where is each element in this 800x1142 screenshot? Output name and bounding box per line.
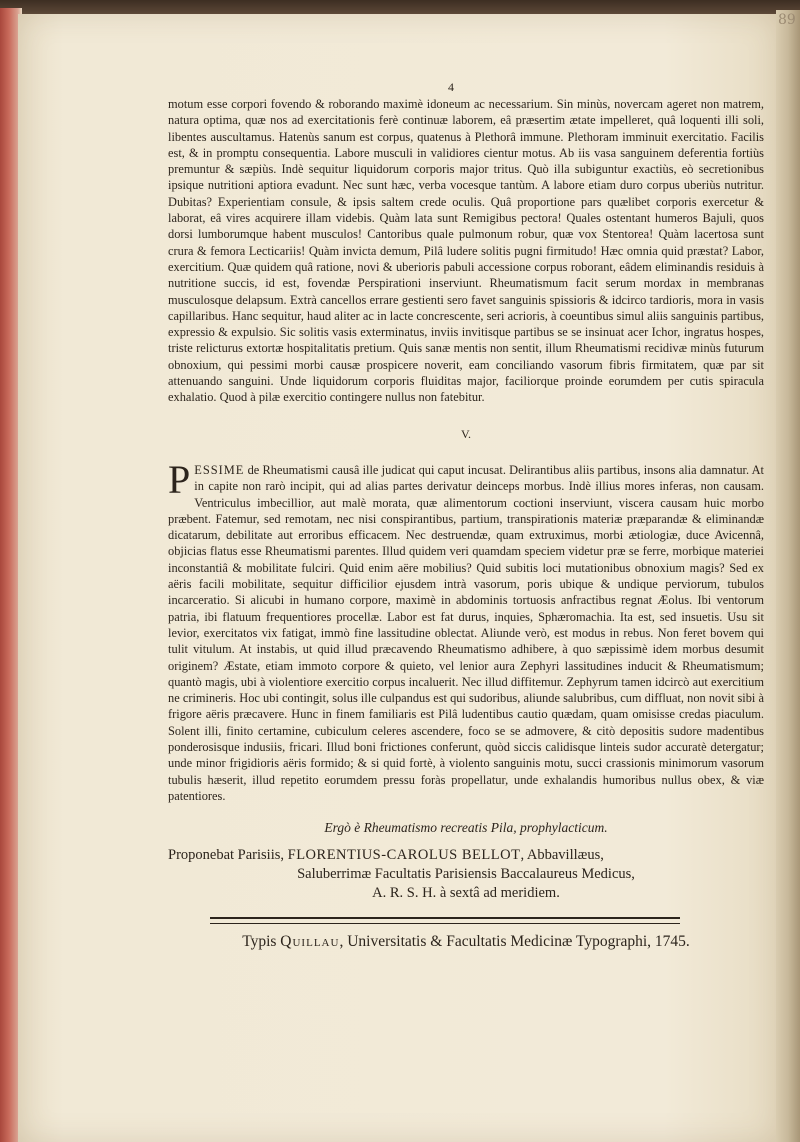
paragraph-2-text: de Rheumatismi causâ ille judicat qui caput incusat. Delirantibus aliis partibus, insons alia damnatur. At in capite non rarò incipit, qui ad alias partes derivatur deinceps morbus. Indè illius mores inferas, non causam. Ventriculus imbecillior, aut malè morata, quæ alimentorum coctioni inserviunt, viscera causam huic morbo præbent. Fatemur, sed remotam, nec nisi conspirantibus, partium, transpirationis materiæ præparandæ & eliminandæ dicatarum, debilitate aut erroribus efficacem. Nec destruendæ, quam extruximus, morbi ætiologiæ, duce Avicennâ, objicias flatus esse Rheumatismi parentes. Illud quidem veri quamdam speciem videtur præ se ferre, morbique materiei inconstantiâ & mobilitate fulciri. Quid enim aëre mobilius? Quid subitis loci mutationibus obnoxium magis? Sed ex aëris facili mobilitate, sequitur difficilior ejusdem intrà vasorum, poris ubique & undique perviorum, tubulos incarceratio. Si alicubi in humano corpore, maximè in abdominis tortuosis anfractibus regnat Æolus. Ibi ventorum patria, ibi flatuum frequentiores procellæ. Labor est fat durus, inquies, Sphæromachia. Ita est, sed insuetis. Usu sit levior, exercitatos vix fatigat, immò fine lassitudine oblectat. Aliunde verò, est modus in rebus. Non feret bovem qui tulit vitulum. At instabis, ut quid illud præcavendo Rheumatismo adhibere, à quo sæpissimè idem morbus desumit originem? Æstate, etiam immoto corpore & quieto, vel lenior aura Zephyri lassitudines inducit & Rheumatismum; quantò magis, ubi à violentiore exercitio corpus incaluerit. Nec illud diffitemur. Zephyrum tamen idcircò aut exercitium ne crimineris. Hoc ubi contingit, solus ille culpandus est qui sudoribus, aliunde salubribus, cum diffluat, non novit sibi à frigore aëris præcavere. Hunc in finem familiaris est Pilâ ludentibus cautio quædam, quam omisisse credas piaculum. Solent illi, finito certamine, cubiculum celeres ascendere, foco se se admovere, & citò depositis sudore madentibus ponderosisque indusiis, fricari. Illud boni frictiones conferunt, quòd siccis calidisque linteis sudor accuratè detergatur; unde minor frigidioris aëris formido; & si quid fortè, à violento sanguinis motu, succi crassionis minimorum vasorum tubulis hæserit, illud repetito eorumdem pressu foràs propellatur, unde exhalandis humoribus nullus obex, & viæ patentiores. <box>168 462 764 803</box>
double-rule-divider <box>210 917 680 924</box>
book-right-edge <box>776 10 800 1142</box>
opening-word: ESSIME <box>194 462 245 477</box>
printer-imprint <box>168 934 764 950</box>
conclusion: Ergò è Rheumatismo recreatis Pila, prophylacticum. <box>324 820 608 836</box>
proposer-line-1 <box>168 846 764 865</box>
drop-cap: P <box>168 456 191 502</box>
printer-prefix: Typis <box>242 933 281 951</box>
document-body <box>168 82 764 951</box>
proposer-prefix: Proponebat Parisiis, <box>168 847 288 864</box>
paragraph-1: motum esse corpori fovendo & roborando maximè idoneum ac necessarium. Sin minùs, novercam ageret non matrem, natura optima, quæ nos ad exercitationis ferè continuæ laborem, eâ præsertim ætate impelleret, quâ loquenti illi soli, libentes auscultamus. Hatenùs sanum est corpus, quatenus à Plethorâ immune. Plethoram imminuit exercitatio. Facilis est, & in promptu consequentia. Labore musculi in validiores cientur motus. Ab iis vasa sanguinem deferentia fortiùs premuntur & sæpiùs. Indè sequitur liquidorum corporis major tritus. Quò illa subiguntur exactiùs, eò secretionibus ipsique nutritioni aptiora evadunt. Nec sunt hæc, verba vocesque tantùm. A labore etiam duro corpus uberiùs nutritur. Dubitas? Experientiam consule, & ipsis saltem crede oculis. Quâ proportione pars quælibet corporis exercetur & laborat, eâ vires acquirere illam videbis. Quàm lata sunt Remigibus pectora! Quales ostentant humeros Bajuli, quos dorsi lumborumque habent musculos! Cantoribus quale pulmonum robur, quæ vox Stentorea! Quàm lacertosa sunt crura & femora Lecticariis! Quàm invicta demum, Pilâ ludere solitis pugni firmitudo! Hæc omnia quid præstat? Labor, exercitium. Quæ quidem quâ ratione, novi & uberioris pabuli accessione corpus roborant, eâdem eliminandis residuis à nutritione succis, id est, fovendæ Perspirationi inserviunt. Rheumatismum facit serum mordax in membranas musculosque delapsum. Extrà cancellos errare gestienti sero favet sanguinis spissioris & idcirco tardioris, mora in vasis capillaribus. Hanc sequitur, haud aliter ac in lacte concrescente, seri acrioris, à coeuntibus simul aliis sanguinis partibus, expressio & expulsio. Sic solitis vasis exterminatus, inviis invitisque partibus se se insinuat acer Ichor, ingratus hospes, triste relicturus extortæ hospitalitatis pretium. Quis sanæ mentis non sentit, illum Rheumatismi recidivæ minùs futurum obnoxium, qui pessimi morbi causæ prospicere noverit, eam conciliando vasorum fibris firmitatem, quæ par sit attenuando sanguini. Unde liquidorum corporis fluiditas major, faciliorque proinde eorumdem per cutis spiracula exhalatio. Quod à pilæ exercitio contingere nullus non fatebitur. <box>168 97 764 405</box>
section-number: V. <box>460 426 472 441</box>
printer-name: Quillau <box>280 933 340 951</box>
proposer-line-2: Saluberrimæ Facultatis Parisiensis Baccalaureus Medicus, <box>297 866 635 883</box>
proposer-name: FLORENTIUS-CAROLUS BELLOT <box>287 847 521 864</box>
page-number: 4 <box>448 80 454 94</box>
paragraph-2 <box>168 456 764 804</box>
printer-suffix: , Universitatis & Facultatis Medicinæ Typographi, 1745. <box>339 933 690 951</box>
proposer-line-3: A. R. S. H. à sextâ ad meridiem. <box>372 885 560 902</box>
corner-mark: 89 <box>778 12 796 28</box>
proposer-suffix: , Abbavillæus, <box>520 847 604 864</box>
